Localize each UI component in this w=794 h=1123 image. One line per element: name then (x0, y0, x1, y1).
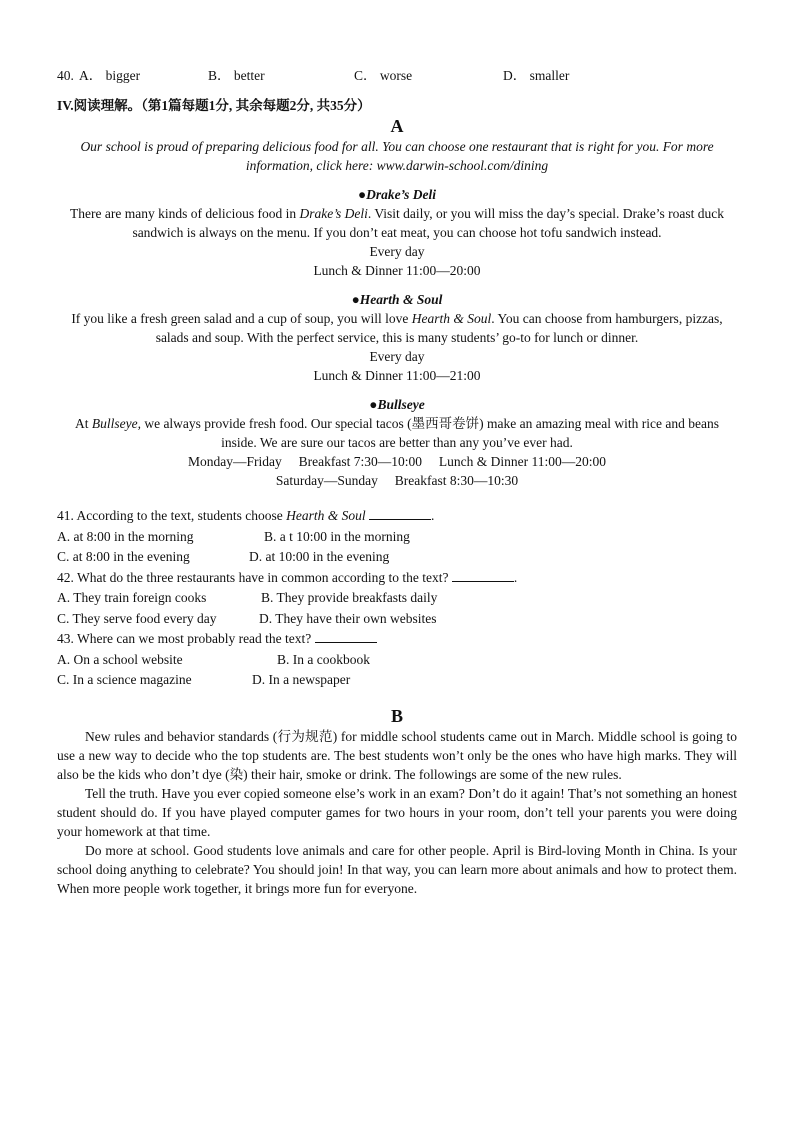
restaurant-3-hours-weekend: Saturday—Sunday Breakfast 8:30—10:30 (275, 473, 519, 488)
q40-option-d: D． smaller (503, 68, 570, 83)
restaurant-3-description: At Bullseye, we always provide fresh food. Our special tacos (墨西哥卷饼) make an amazing meal with rice and beans inside. We are sure our tacos are better than any you’ve ever had. (74, 416, 720, 450)
passage-b-paragraph-1: New rules and behavior standards (行为规范) for middle school students came out in March. Middle school is going to use a new way to decide who the top students are. The best students won’t only be the ones who have high marks. They will also be the kids who don’t dye (染) their hair, smoke or drink. The followings are some of the new rules. (57, 728, 737, 782)
question-43-options-row-2 (57, 670, 737, 691)
q42-option-d: D. They have their own websites (259, 610, 437, 626)
answer-blank-43[interactable] (315, 630, 377, 643)
restaurant-1-hours: Lunch & Dinner 11:00—20:00 (313, 263, 481, 278)
passage-b-paragraph-2: Tell the truth. Have you ever copied someone else’s work in an exam? Don’t do it again! That’s not something an honest student should do. If you have played computer games for two hours in your room, don’t tell your parents you were doing your homework at that time. (57, 785, 737, 839)
q43-option-c: C. In a science magazine (57, 672, 192, 687)
q41-option-d: D. at 10:00 in the evening (249, 549, 390, 564)
passage-b-paragraph-3: Do more at school. Good students love animals and care for other people. April is Bird-loving Month in China. Is your school doing anything to celebrate? You should join! In that way, you can learn more about animals and how to protect them. When more people work together, it brings more fun for everyone. (57, 842, 737, 896)
question-42-stem: 42. What do the three restaurants have in common according to the text? . (57, 569, 518, 585)
restaurant-3-name: ●Bullseye (369, 397, 425, 412)
q42-option-b: B. They provide breakfasts daily (261, 590, 438, 605)
question-41-options-row-2 (57, 547, 737, 568)
exam-page (57, 66, 737, 898)
restaurant-1-description: There are many kinds of delicious food in Drake’s Deli. Visit daily, or you will miss the day’s special. Drake’s roast duck sandwich is always on the menu. If you don’t eat meat, you can choose hot tofu sandwich instead. (70, 206, 724, 240)
q41-option-b: B. a t 10:00 in the morning (264, 528, 410, 544)
question-40 (57, 66, 737, 86)
question-43-options-row-1 (57, 650, 737, 671)
question-42-options-row-2 (57, 609, 737, 630)
q40-option-a: A． bigger (79, 68, 141, 83)
restaurant-2-description: If you like a fresh green salad and a cup of soup, you will love Hearth & Soul. You can choose from hamburgers, pizzas, salads and soup. With the perfect service, this is many students’ go-to for lunch or dinner. (71, 311, 723, 345)
passage-a-title: A (390, 116, 404, 136)
q43-option-b: B. In a cookbook (277, 651, 370, 667)
question-41-options-row-1 (57, 527, 737, 548)
q41-option-c: C. at 8:00 in the evening (57, 549, 190, 564)
question-42-options-row-1 (57, 588, 737, 609)
restaurant-2-days: Every day (369, 349, 425, 364)
restaurant-2-name: ●Hearth & Soul (351, 292, 443, 307)
restaurant-3-hours-weekday: Monday—Friday Breakfast 7:30—10:00 Lunch & Dinner 11:00—20:00 (188, 454, 606, 469)
passage-b-title: B (390, 705, 403, 726)
question-41-stem: 41. According to the text, students choose Hearth & Soul . (57, 508, 435, 523)
q42-option-c: C. They serve food every day (57, 610, 217, 626)
question-43-stem: 43. Where can we most probably read the text? (57, 629, 737, 650)
restaurant-1-name: ●Drake’s Deli (357, 187, 436, 202)
answer-blank-42[interactable] (452, 569, 514, 582)
answer-blank-41[interactable] (369, 507, 431, 520)
q43-option-d: D. In a newspaper (252, 672, 351, 687)
restaurant-2-hours: Lunch & Dinner 11:00—21:00 (313, 368, 481, 383)
q43-option-a: A. On a school website (57, 651, 183, 667)
q40-option-c: C． worse (354, 68, 413, 83)
part-iv-heading: IV.阅读理解。（第1篇每题1分, 其余每题2分, 共35分） (57, 98, 371, 113)
passage-a-intro: Our school is proud of preparing delicious food for all. You can choose one restaurant that is right for you. For more information, click here: www.darwin-school.com/dining (80, 139, 714, 173)
q40-option-b: B． better (208, 68, 265, 83)
q40-number: 40. (57, 68, 74, 83)
q42-option-a: A. They train foreign cooks (57, 590, 207, 605)
q41-option-a: A. at 8:00 in the morning (57, 528, 194, 544)
restaurant-1-days: Every day (369, 244, 425, 259)
